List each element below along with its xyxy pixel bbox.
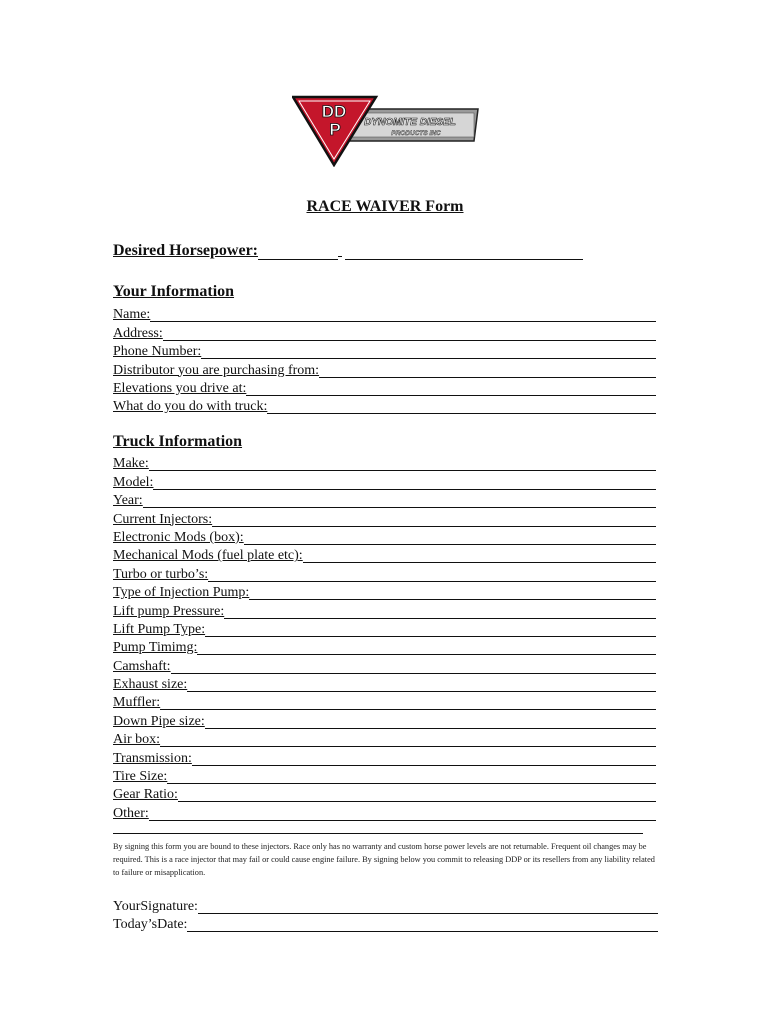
field-input-other[interactable] — [149, 806, 656, 821]
field-row-muffler — [113, 693, 656, 711]
field-input-current-injectors[interactable] — [212, 512, 656, 527]
field-input-address[interactable] — [163, 326, 656, 341]
field-label-lift-pump-pressure: Lift pump Pressure: — [113, 603, 225, 619]
field-input-model[interactable] — [153, 475, 656, 490]
field-row-model — [113, 472, 656, 490]
logo-letters-dd: DD — [321, 102, 347, 121]
desired-horsepower-field-1[interactable] — [258, 245, 338, 260]
field-row-elevations-you-drive-at — [113, 379, 656, 397]
field-label-turbo-or-turbo-s: Turbo or turbo’s: — [113, 566, 209, 582]
field-label-pump-timimg: Pump Timimg: — [113, 640, 198, 656]
field-input-make[interactable] — [149, 456, 656, 471]
field-input-mechanical-mods-fuel-plate-etc[interactable] — [303, 548, 656, 563]
field-input-name[interactable] — [150, 307, 656, 322]
field-input-turbo-or-turbo-s[interactable] — [208, 567, 656, 582]
field-label-elevations-you-drive-at: Elevations you drive at: — [113, 380, 247, 396]
field-label-current-injectors: Current Injectors: — [113, 511, 213, 527]
field-row-electronic-mods-box — [113, 528, 656, 546]
field-label-make: Make: — [113, 456, 149, 472]
field-row-year — [113, 491, 656, 509]
your-information-fields — [113, 305, 656, 415]
field-row-exhaust-size — [113, 675, 656, 693]
field-label-address: Address: — [113, 325, 163, 341]
field-input-tire-size[interactable] — [167, 769, 656, 784]
field-label-air-box: Air box: — [113, 732, 161, 748]
date-row — [113, 915, 658, 934]
field-row-transmission — [113, 748, 656, 766]
field-label-phone-number: Phone Number: — [113, 344, 202, 360]
field-row-mechanical-mods-fuel-plate-etc — [113, 546, 656, 564]
field-label-electronic-mods-box: Electronic Mods (box): — [113, 529, 244, 545]
desired-horsepower-row — [113, 242, 583, 260]
field-input-camshaft[interactable] — [171, 659, 656, 674]
desired-horsepower-field-2[interactable] — [345, 245, 583, 260]
signature-block — [113, 896, 658, 933]
field-row-current-injectors — [113, 509, 656, 527]
field-input-type-of-injection-pump[interactable] — [249, 585, 656, 600]
field-label-type-of-injection-pump: Type of Injection Pump: — [113, 585, 250, 601]
field-input-lift-pump-pressure[interactable] — [224, 604, 656, 619]
field-label-distributor-you-are-purchasing-from: Distributor you are purchasing from: — [113, 362, 320, 378]
field-input-exhaust-size[interactable] — [187, 677, 656, 692]
field-row-down-pipe-size — [113, 711, 656, 729]
logo-subwordmark: PRODUCTS INC — [391, 130, 441, 137]
field-row-gear-ratio — [113, 785, 656, 803]
field-label-year: Year: — [113, 493, 143, 509]
field-input-air-box[interactable] — [160, 732, 656, 747]
field-row-phone-number — [113, 342, 656, 360]
field-input-down-pipe-size[interactable] — [205, 714, 656, 729]
signature-field[interactable] — [198, 899, 658, 914]
field-label-model: Model: — [113, 474, 154, 490]
field-label-gear-ratio: Gear Ratio: — [113, 787, 178, 803]
field-label-what-do-you-do-with-truck: What do you do with truck: — [113, 399, 268, 415]
field-input-lift-pump-type[interactable] — [205, 622, 656, 637]
field-input-pump-timimg[interactable] — [197, 640, 656, 655]
field-row-tire-size — [113, 767, 656, 785]
field-row-distributor-you-are-purchasing-from — [113, 360, 656, 378]
ddp-logo-graphic — [292, 95, 482, 167]
page-title: RACE WAIVER Form — [306, 198, 464, 215]
field-row-address — [113, 323, 656, 341]
logo-wordmark: DYNOMITE DIESEL — [364, 117, 456, 128]
your-information-heading: Your Information — [113, 283, 235, 300]
field-input-gear-ratio[interactable] — [178, 787, 656, 802]
field-label-transmission: Transmission: — [113, 750, 192, 766]
field-label-tire-size: Tire Size: — [113, 769, 168, 785]
field-input-electronic-mods-box[interactable] — [244, 530, 656, 545]
field-row-other — [113, 803, 656, 821]
separator-line — [113, 833, 643, 834]
field-input-muffler[interactable] — [160, 695, 656, 710]
field-input-year[interactable] — [143, 493, 656, 508]
truck-information-heading: Truck Information — [113, 433, 243, 450]
logo-letter-p: P — [329, 120, 341, 139]
field-label-muffler: Muffler: — [113, 695, 161, 711]
ddp-logo — [292, 95, 482, 167]
field-row-air-box — [113, 730, 656, 748]
field-label-mechanical-mods-fuel-plate-etc: Mechanical Mods (fuel plate etc): — [113, 548, 303, 564]
field-label-lift-pump-type: Lift Pump Type: — [113, 621, 206, 637]
field-label-down-pipe-size: Down Pipe size: — [113, 713, 205, 729]
field-label-camshaft: Camshaft: — [113, 658, 171, 674]
truck-information-fields — [113, 454, 656, 822]
field-row-lift-pump-pressure — [113, 601, 656, 619]
field-input-phone-number[interactable] — [201, 344, 656, 359]
field-row-what-do-you-do-with-truck — [113, 397, 656, 415]
date-label: Today’sDate: — [113, 917, 188, 932]
date-field[interactable] — [187, 917, 658, 932]
field-input-elevations-you-drive-at[interactable] — [246, 381, 656, 396]
field-row-turbo-or-turbo-s — [113, 564, 656, 582]
desired-horsepower-label: Desired Horsepower: — [113, 242, 258, 259]
field-row-camshaft — [113, 656, 656, 674]
signature-label: YourSignature: — [113, 898, 198, 914]
field-input-transmission[interactable] — [192, 751, 656, 766]
field-label-name: Name: — [113, 307, 151, 323]
field-row-pump-timimg — [113, 638, 656, 656]
field-label-other: Other: — [113, 805, 149, 821]
field-row-name — [113, 305, 656, 323]
signature-row — [113, 896, 658, 915]
field-label-exhaust-size: Exhaust size: — [113, 677, 188, 693]
field-row-type-of-injection-pump — [113, 583, 656, 601]
field-input-what-do-you-do-with-truck[interactable] — [267, 399, 656, 414]
waiver-disclaimer: By signing this form you are bound to these injectors. Race only has no warranty and custom horse power levels are not returnable. Frequent oil changes may be required. This is a race injector that may fail or could cause engine failure. By signing below you commit to releasing DDP or its resellers from any liability related to failure or misapplication. — [113, 842, 655, 877]
field-row-make — [113, 454, 656, 472]
field-input-distributor-you-are-purchasing-from[interactable] — [319, 363, 656, 378]
field-row-lift-pump-type — [113, 620, 656, 638]
